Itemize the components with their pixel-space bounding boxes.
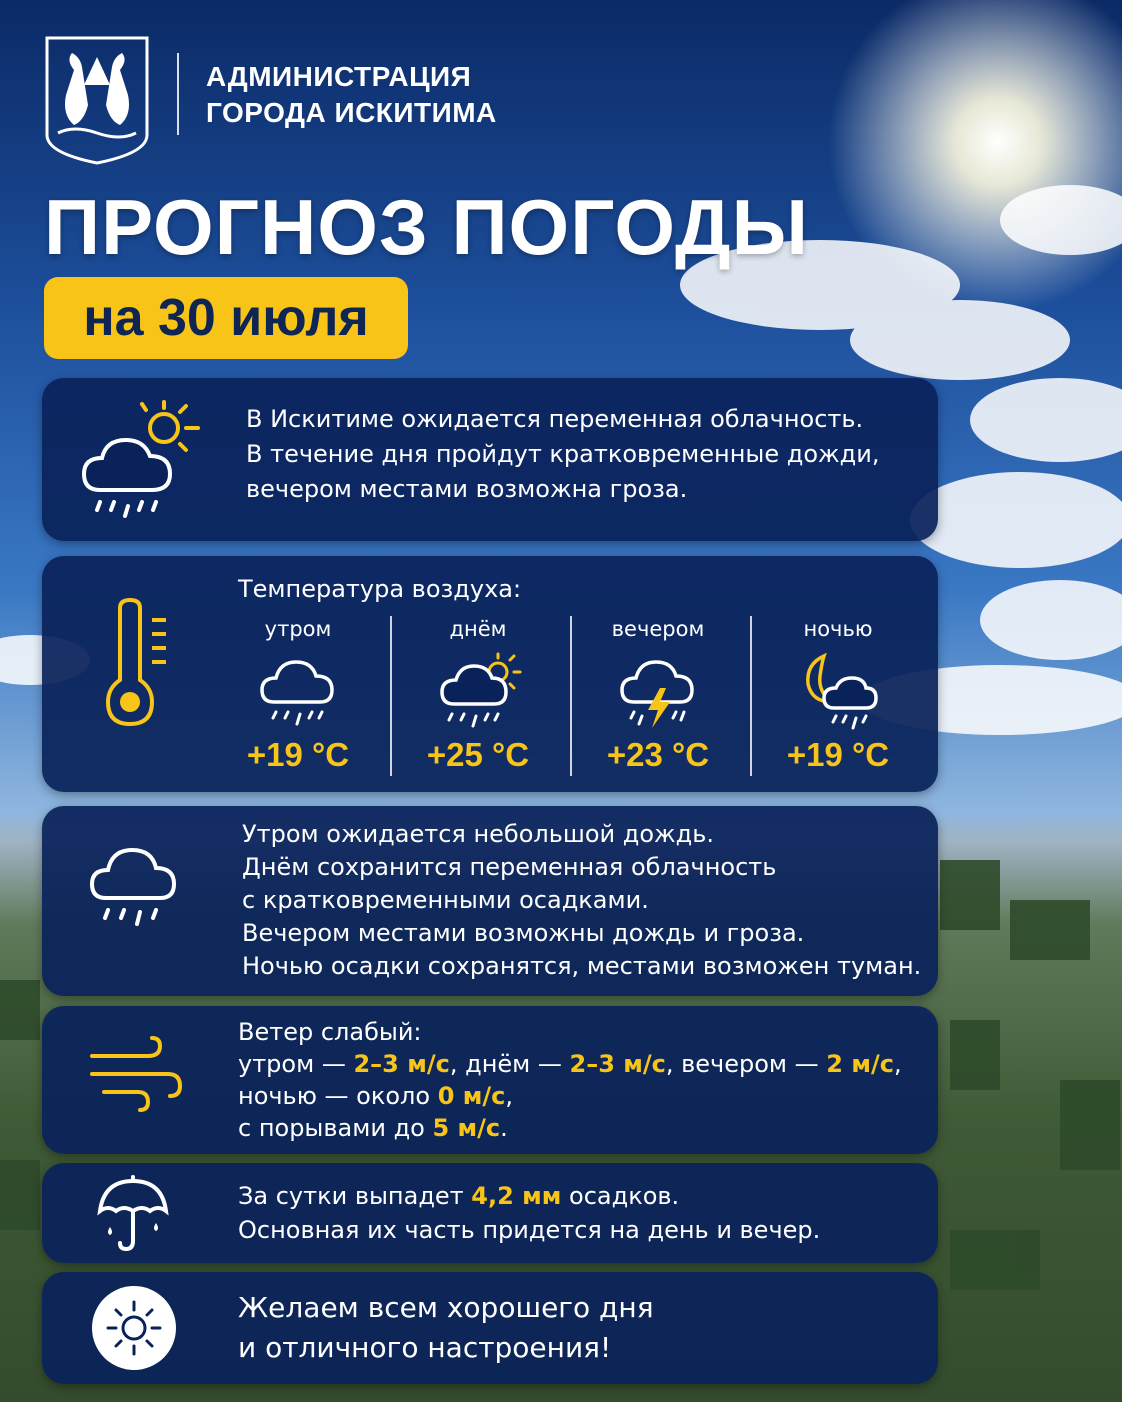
rainfall-text bbox=[238, 1179, 820, 1247]
details-line: Утром ожидается небольшой дождь. bbox=[242, 820, 715, 848]
rainfall-card bbox=[42, 1163, 938, 1263]
wind-label: , bbox=[505, 1082, 513, 1110]
wind-label: , вечером — bbox=[665, 1050, 827, 1078]
period-label: утром bbox=[264, 617, 332, 641]
page-title: ПРОГНОЗ ПОГОДЫ bbox=[44, 183, 809, 271]
temperature-value: +25 °C bbox=[426, 736, 530, 773]
thermometer-icon bbox=[104, 598, 174, 728]
rainfall-line-2: Основная их часть придется на день и вечер. bbox=[238, 1216, 821, 1244]
wind-heading: Ветер слабый: bbox=[238, 1018, 422, 1046]
coat-of-arms-icon bbox=[44, 35, 150, 165]
period-label: вечером bbox=[611, 617, 705, 641]
wind-value: 2–3 м/с bbox=[569, 1050, 666, 1078]
wind-label: утром — bbox=[238, 1050, 354, 1078]
wind-icon bbox=[88, 1036, 184, 1112]
moon-cloud-rain-icon bbox=[798, 652, 882, 732]
details-line: Ночью осадки сохранятся, местами возможен туман. bbox=[242, 952, 922, 980]
wind-label: . bbox=[500, 1114, 508, 1142]
wind-label: , bbox=[893, 1050, 902, 1078]
wind-line-day bbox=[238, 1048, 902, 1080]
wish-line: и отличного настроения! bbox=[238, 1331, 612, 1364]
temp-period-morning bbox=[210, 616, 386, 773]
wish-text bbox=[238, 1288, 654, 1368]
temperature-value: +19 °C bbox=[786, 736, 890, 773]
date-badge: на 30 июля bbox=[44, 277, 408, 359]
precipitation-details-text bbox=[242, 818, 921, 983]
rainfall-line-1 bbox=[238, 1179, 820, 1213]
wind-card bbox=[42, 1006, 938, 1154]
sun-cloud-rain-icon bbox=[80, 394, 204, 520]
temp-period-day bbox=[390, 616, 566, 773]
summary-line: В Искитиме ожидается переменная облачность. bbox=[246, 405, 864, 433]
details-line: с кратковременными осадками. bbox=[242, 886, 649, 914]
wind-value: 2 м/с bbox=[826, 1050, 894, 1078]
organization-line-2: ГОРОДА ИСКИТИМА bbox=[206, 97, 497, 128]
wish-card bbox=[42, 1272, 938, 1384]
organization-name bbox=[206, 59, 526, 131]
summary-text bbox=[246, 402, 880, 507]
cloud-rain-icon bbox=[88, 840, 180, 936]
organization-line-1: АДМИНИСТРАЦИЯ bbox=[206, 61, 472, 92]
details-line: Днём сохранится переменная облачность bbox=[242, 853, 777, 881]
wind-label: ночью — около bbox=[238, 1082, 438, 1110]
temp-period-evening bbox=[570, 616, 746, 773]
thunderstorm-icon bbox=[618, 652, 698, 732]
summary-card bbox=[42, 378, 938, 541]
details-line: Вечером местами возможны дождь и гроза. bbox=[242, 919, 805, 947]
period-label: ночью bbox=[803, 617, 873, 641]
temperature-value: +19 °C bbox=[246, 736, 350, 773]
wind-value: 2–3 м/с bbox=[353, 1050, 450, 1078]
umbrella-icon bbox=[96, 1175, 170, 1253]
wind-text bbox=[238, 1016, 902, 1144]
precipitation-details-card bbox=[42, 806, 938, 996]
summary-line: вечером местами возможна гроза. bbox=[246, 475, 688, 503]
cloud-rain-icon bbox=[258, 652, 338, 732]
wind-value: 0 м/с bbox=[437, 1082, 506, 1110]
temperature-heading: Температура воздуха: bbox=[238, 575, 522, 603]
header-divider bbox=[177, 53, 179, 135]
wind-label: , днём — bbox=[449, 1050, 570, 1078]
wind-label: с порывами до bbox=[238, 1114, 433, 1142]
rainfall-value: 4,2 мм bbox=[471, 1182, 562, 1210]
temp-period-night bbox=[750, 616, 926, 773]
rainfall-label: осадков. bbox=[561, 1182, 680, 1210]
temperature-value: +23 °C bbox=[606, 736, 710, 773]
wind-line-night bbox=[238, 1080, 902, 1112]
sun-cloud-rain-icon bbox=[438, 652, 522, 732]
wish-line: Желаем всем хорошего дня bbox=[238, 1291, 654, 1324]
period-label: днём bbox=[449, 617, 507, 641]
temperature-card bbox=[42, 556, 938, 792]
rainfall-label: За сутки выпадет bbox=[238, 1182, 472, 1210]
summary-line: В течение дня пройдут кратковременные дожди, bbox=[246, 440, 880, 468]
wind-line-gusts bbox=[238, 1112, 902, 1144]
wind-value: 5 м/с bbox=[432, 1114, 501, 1142]
sun-icon bbox=[90, 1284, 178, 1372]
